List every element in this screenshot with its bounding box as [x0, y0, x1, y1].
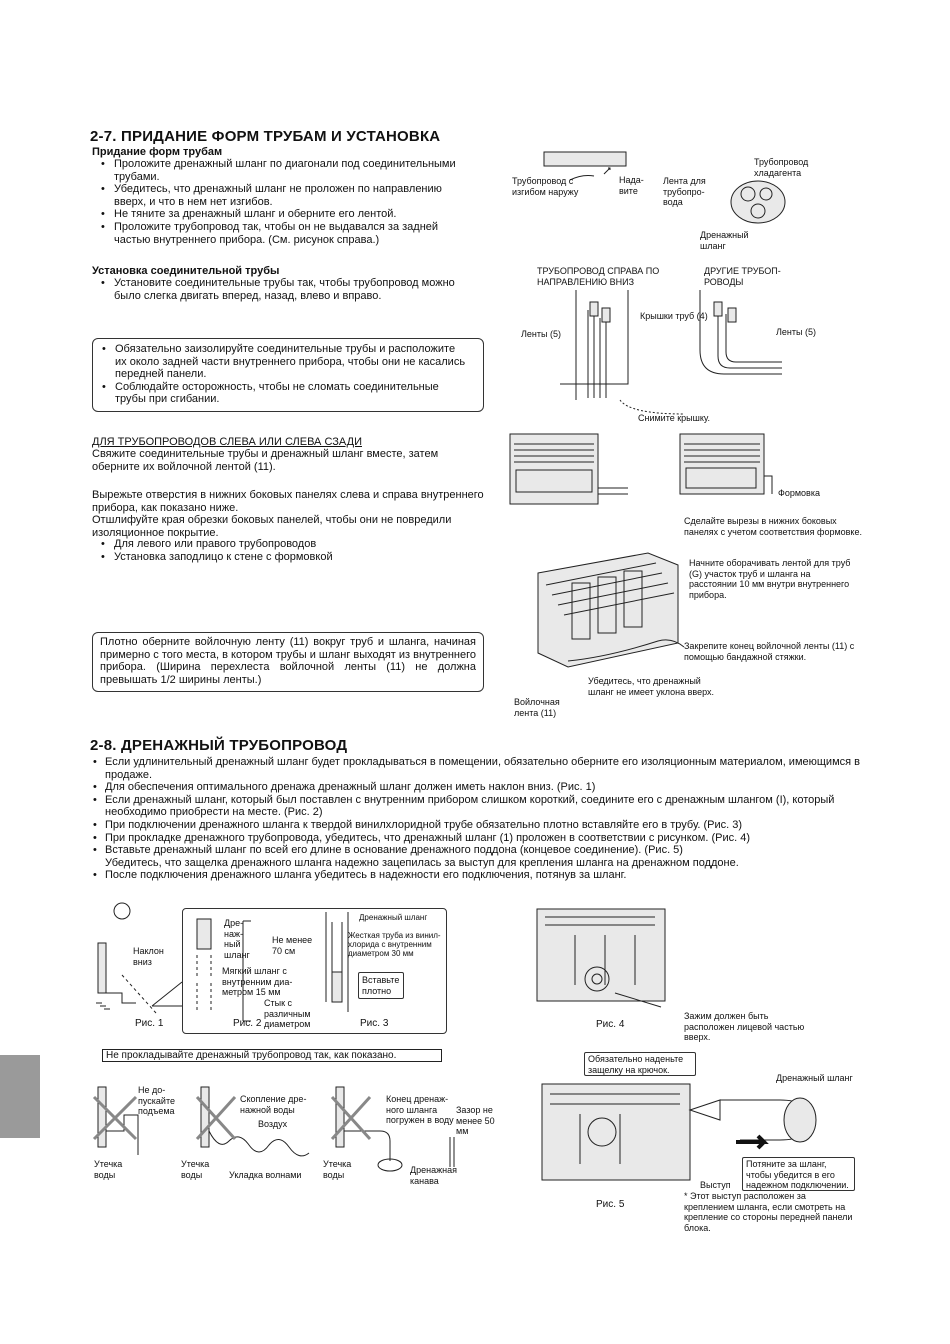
- piping-direction-illustration: [560, 290, 785, 405]
- leak3-label: Утечка воды: [323, 1159, 352, 1180]
- section-2-8-title: 2-8. ДРЕНАЖНЫЙ ТРУБОПРОВОД: [90, 737, 348, 754]
- no-rise-label: Не до-пускайте подъема: [138, 1085, 175, 1116]
- felt-tape-box: Плотно оберните войлочную ленту (11) вокруг труб и шланга, начиная примерно с того места, в котором трубы и шланг выходят из внутреннего прибора. (Ширина перехлеста войлочной ленты (11) не должна превышать 1/2 ширины ленты.): [92, 632, 484, 692]
- shaping-heading: Придание форм трубам: [92, 146, 223, 158]
- fig2-caption: Рис. 2: [233, 1018, 262, 1029]
- drain-hose-3-label: Дренажный шланг: [359, 913, 428, 922]
- leak2-label: Утечка воды: [181, 1159, 210, 1180]
- drain-item: • Если дренажный шланг, который был поставлен с внутренним прибором слишком короткий, соедините его с дренажным шлангом (I), который необходимо приобрести на месте. (Рис. 2): [92, 794, 862, 819]
- shaping-item: • Убедитесь, что дренажный шланг не проложен по направлению вверх, и что в нем нет изгибов.: [92, 183, 477, 208]
- conn-list: [92, 277, 477, 302]
- waves-label: Укладка волнами: [229, 1170, 302, 1180]
- pull-hose-box: Потяните за шланг, чтобы убедится в его надежном подключении.: [742, 1157, 855, 1191]
- drain-item-extra: [92, 857, 862, 870]
- drain-hose-label-b: Дренажный шланг: [700, 230, 749, 251]
- protrusion-note: * Этот выступ расположен за креплением шланга, если смотреть на крепление со стороны передней панели блока.: [684, 1191, 853, 1233]
- drain-list: [92, 756, 862, 882]
- fig4-illustration: [535, 905, 670, 1015]
- fig4-caption: Рис. 4: [596, 1019, 625, 1030]
- hose-end-label: Конец дренаж-ного шланга погружен в воду: [386, 1094, 454, 1125]
- leak1-label: Утечка воды: [94, 1159, 123, 1180]
- protrusion-label: Выступ: [700, 1180, 731, 1190]
- drain-item: • При подключении дренажного шланга к твердой винилхлоридной трубе обязательно плотно вставляйте его в трубу. (Рис. 3): [92, 819, 862, 832]
- drain-item: • Вставьте дренажный шланг по всей его длине в основание дренажного поддона (концевое соединение). (Рис. 5): [92, 844, 862, 857]
- no-slope-label: Убедитесь, что дренажный шланг не имеет уклона вверх.: [588, 676, 714, 697]
- shaping-item: • Проложите дренажный шланг по диагонали под соединительными трубами.: [92, 158, 477, 183]
- shaping-item: • Не тяните за дренажный шланг и оберните его лентой.: [92, 208, 477, 221]
- clamp-note: Зажим должен быть расположен лицевой частью вверх.: [684, 1011, 805, 1042]
- left-pipe-p2: Вырежьте отверстия в нижних боковых панелях слева и справа внутреннего прибора, как показано ниже.: [92, 489, 484, 514]
- remove-cap-label: Снимите крышку.: [638, 413, 711, 423]
- hose-pull-illustration: [720, 1090, 830, 1160]
- dont-route-box: Не прокладывайте дренажный трубопровод так, как показано.: [102, 1049, 442, 1062]
- start-wrap-label: Начните оборачивать лентой для труб (G) участок труб и шланга на расстоянии 10 мм внутри внутреннего прибора.: [689, 558, 851, 600]
- felt-tape-label: Войлочная лента (11): [514, 697, 560, 718]
- warning-box: [92, 338, 484, 412]
- left-pipe-item: • Для левого или правого трубопроводов: [92, 538, 477, 551]
- drain-item: • Для обеспечения оптимального дренажа дренажный шланг должен иметь наклон вниз. (Рис. 1): [92, 781, 862, 794]
- pipe-bend-label: Трубопровод с изгибом наружу: [512, 176, 579, 197]
- shaping-list: [92, 158, 477, 246]
- wrapping-illustration: [528, 545, 688, 690]
- pipe-cross-section-illustration: [728, 178, 790, 228]
- drain-item: • Если удлинительный дренажный шланг будет прокладываться в помещении, обязательно оберните его изоляционным материалом, имеющимся в продаже.: [92, 756, 862, 781]
- conn-heading: Установка соединительной трубы: [92, 265, 280, 277]
- conn-item: • Установите соединительные трубы так, чтобы трубопровод можно было слегка двигать вперед, назад, влево и вправо.: [92, 277, 477, 302]
- left-pipe-heading: ДЛЯ ТРУБОПРОВОДОВ СЛЕВА ИЛИ СЛЕВА СЗАДИ: [92, 436, 362, 448]
- drain-hose-v-label: Дре-наж-ный шланг: [224, 918, 250, 960]
- water-accum-label: Скопление дре-нажной воды: [240, 1094, 307, 1115]
- fig5-caption: Рис. 5: [596, 1199, 625, 1210]
- tapes-right-label: Ленты (5): [776, 327, 816, 337]
- right-pipe-label: ТРУБОПРОВОД СПРАВА ПО НАПРАВЛЕНИЮ ВНИЗ: [537, 266, 660, 287]
- soft-hose-label: Мягкий шланг с внутренним диа-метром 15 мм: [222, 966, 293, 997]
- panel-pointer: [150, 980, 184, 1010]
- min70-label: Не менее 70 см: [272, 935, 313, 956]
- left-pipe-item: • Установка заподлицо к стене с формовкой: [92, 551, 477, 564]
- unit-left-illustration: [510, 432, 630, 512]
- rigid-pipe-label: Жесткая труба из винил-хлорида с внутренним диаметром 30 мм: [348, 931, 441, 958]
- pipe-caps-label: Крышки труб (4): [640, 311, 708, 321]
- shaping-item: • Проложите трубопровод так, чтобы он не выдавался за задней частью внутреннего прибора. (См. рисунок справа.): [92, 221, 477, 246]
- left-pipe-list: [92, 538, 477, 563]
- slope-down-label: Наклон вниз: [133, 946, 164, 967]
- left-pipe-p1: Свяжите соединительные трубы и дренажный шланг вместе, затем оберните их войлочной лентой (11).: [92, 448, 439, 473]
- gap-label: Зазор не менее 50 мм: [456, 1105, 495, 1136]
- fix-end-label: Закрепите конец войлочной ленты (11) с помощью бандажной стяжки.: [684, 641, 855, 662]
- drain-item-extra-text: Убедитесь, что защелка дренажного шланга надежно зацепилась за выступ для крепления шланга на дренажном поддоне.: [105, 856, 739, 869]
- drain-hose-5-label: Дренажный шланг: [776, 1073, 853, 1083]
- fig1-caption: Рис. 1: [135, 1018, 164, 1029]
- fig3-caption: Рис. 3: [360, 1018, 389, 1029]
- cutouts-label: Сделайте вырезы в нижних боковых панелях с учетом соответствия формовке.: [684, 516, 862, 537]
- molding-label: Формовка: [778, 488, 820, 498]
- press-label: Нада-вите: [619, 175, 644, 196]
- insert-tight-box: Вставьте плотно: [358, 972, 404, 999]
- section-2-7-title: 2-7. ПРИДАНИЕ ФОРМ ТРУБАМ И УСТАНОВКА: [90, 128, 441, 145]
- drain-item: • После подключения дренажного шланга убедитесь в надежности его подключения, потянув за шланг.: [92, 869, 862, 882]
- tape-for-pipe-label: Лента для трубопро-вода: [663, 176, 706, 207]
- left-pipe-p3: Отшлифуйте края обрезки боковых панелей, чтобы они не повредили изоляционное покрытие.: [92, 514, 452, 539]
- latch-hook-box: Обязательно наденьте защелку на крючок.: [584, 1052, 696, 1076]
- page-side-tab: [0, 1055, 40, 1138]
- tapes-left-label: Ленты (5): [521, 329, 561, 339]
- warning-item: • Обязательно заизолируйте соединительные трубы и расположите их около задней части внутреннего прибора, чтобы они не касались передней панели.: [93, 343, 468, 381]
- other-pipe-label: ДРУГИЕ ТРУБОП-РОВОДЫ: [704, 266, 781, 287]
- unit-right-illustration: [680, 432, 780, 507]
- air-label: Воздух: [258, 1119, 288, 1129]
- joint-label: Стык с различным диаметром: [264, 998, 311, 1029]
- refrigerant-pipe-label: Трубопровод хладагента: [754, 157, 809, 178]
- fig3-illustration: [318, 912, 358, 1022]
- ditch-label: Дренажная канава: [410, 1165, 457, 1186]
- drain-item: • При прокладке дренажного трубопровода, убедитесь, что дренажный шланг (1) проложен в соответствии с рисунком. (Рис. 4): [92, 832, 862, 845]
- warning-item: • Соблюдайте осторожность, чтобы не сломать соединительные трубы при сгибании.: [93, 381, 468, 406]
